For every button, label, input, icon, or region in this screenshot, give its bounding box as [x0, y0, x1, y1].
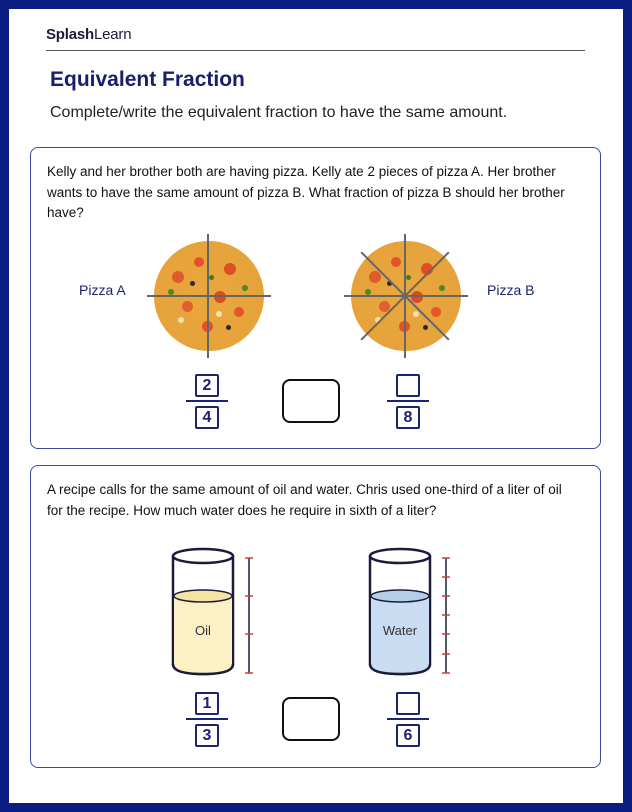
answer-box[interactable] — [282, 379, 340, 423]
fraction-a-denominator: 3 — [195, 724, 219, 747]
fraction-a-bar — [186, 718, 228, 720]
logo-part1: Splash — [46, 26, 94, 43]
question-card-liquid — [30, 465, 601, 768]
question-text: A recipe calls for the same amount of oil and water. Chris used one-third of a liter of oil for the recipe. How much water does he require in sixth of a liter? — [47, 482, 562, 518]
header-divider — [46, 50, 585, 51]
question-card-pizza — [30, 147, 601, 449]
fraction-b-numerator-input[interactable] — [396, 374, 420, 397]
answer-box[interactable] — [282, 697, 340, 741]
fraction-b-denominator: 8 — [396, 406, 420, 429]
page-subtitle: Complete/write the equivalent fraction to have the same amount. — [50, 104, 508, 121]
fraction-b-denominator: 6 — [396, 724, 420, 747]
pizza-a-cut-horizontal — [147, 295, 271, 297]
pizza-b-label: Pizza B — [487, 282, 535, 298]
pizza-a-label: Pizza A — [79, 282, 126, 298]
fraction-b-bar — [387, 718, 429, 720]
oil-label: Oil — [195, 623, 211, 638]
logo-part2: Learn — [93, 26, 132, 43]
fraction-b-numerator-input[interactable] — [396, 692, 420, 715]
fraction-a-numerator: 2 — [195, 374, 219, 397]
question-text: Kelly and her brother both are having pizza. Kelly ate 2 pieces of pizza A. Her brother wants to have the same amount of pizza B. What fraction of pizza B should her brother have? — [47, 164, 565, 220]
oil-container-icon — [161, 546, 281, 681]
fraction-a-bar — [186, 400, 228, 402]
fraction-a-numerator: 1 — [195, 692, 219, 715]
fraction-b-bar — [387, 400, 429, 402]
fraction-a-denominator: 4 — [195, 406, 219, 429]
page-title: Equivalent Fraction — [50, 68, 245, 91]
water-container-icon — [358, 546, 478, 681]
water-label: Water — [382, 623, 418, 638]
worksheet-page — [9, 9, 623, 803]
splashlearn-logo — [46, 26, 131, 43]
